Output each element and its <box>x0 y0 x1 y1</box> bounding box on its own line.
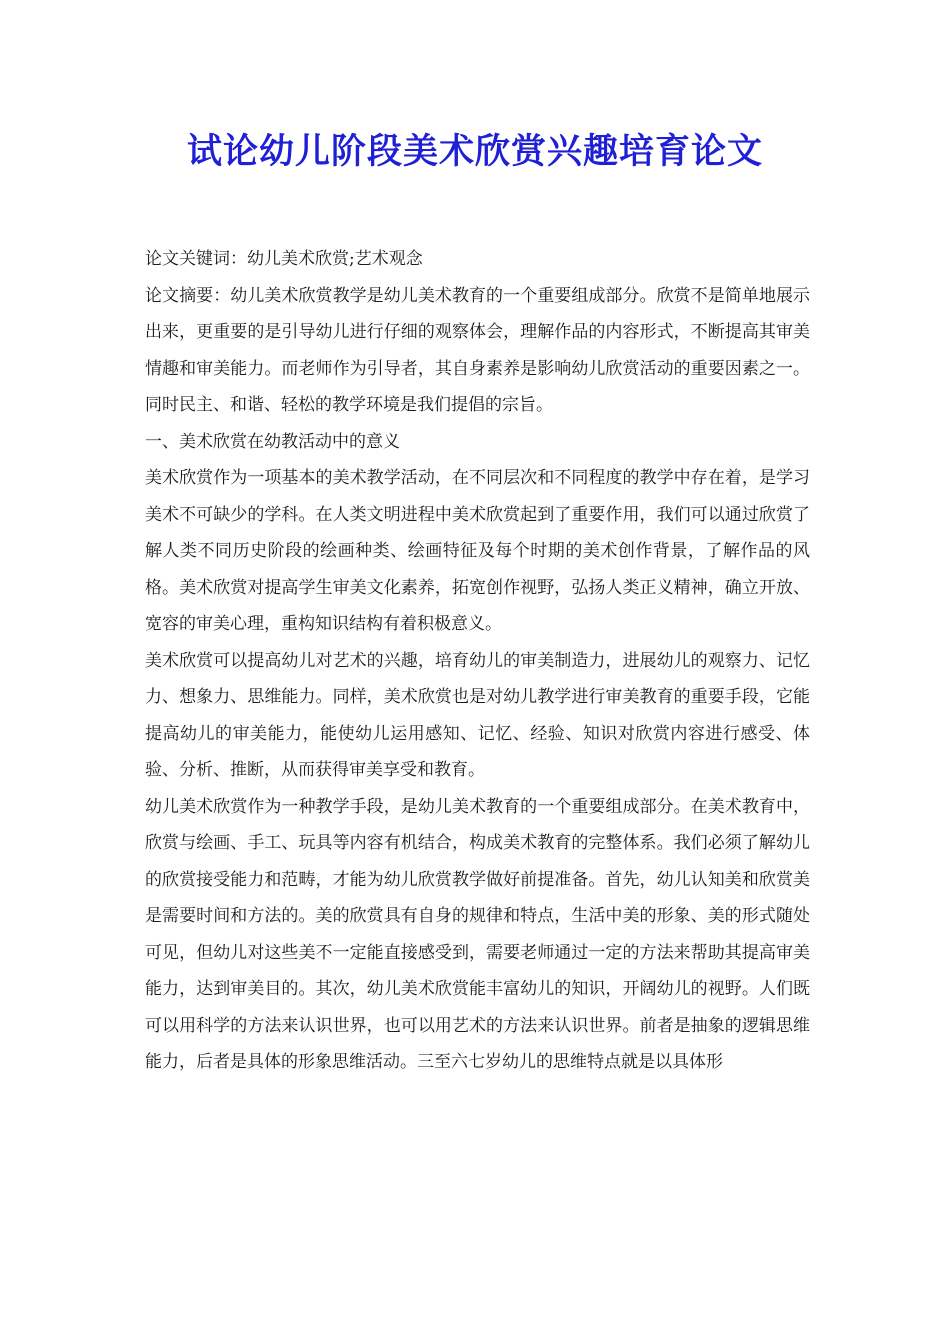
abstract-paragraph: 论文摘要：幼儿美术欣赏教学是幼儿美术教育的一个重要组成部分。欣赏不是简单地展示出来，更重要的是引导幼儿进行仔细的观察体会，理解作品的内容形式，不断提高其审美情趣和审美能力。而老师作为引导者，其自身素养是影响幼儿欣赏活动的重要因素之一。同时民主、和谐、轻松的教学环境是我们提倡的宗旨。 <box>145 285 810 415</box>
body-paragraph: 美术欣赏作为一项基本的美术教学活动，在不同层次和不同程度的教学中存在着，是学习美术不可缺少的学科。在人类文明进程中美术欣赏起到了重要作用，我们可以通过欣赏了解人类不同历史阶段的绘画种类、绘画特征及每个时期的美术创作背景，了解作品的风格。美术欣赏对提高学生审美文化素养，拓宽创作视野，弘扬人类正义精神，确立开放、宽容的审美心理，重构知识结构有着积极意义。 <box>145 468 810 634</box>
document-body <box>145 241 810 1081</box>
body-paragraph: 美术欣赏可以提高幼儿对艺术的兴趣，培育幼儿的审美制造力，进展幼儿的观察力、记忆力、想象力、思维能力。同样，美术欣赏也是对幼儿教学进行审美教育的重要手段，它能提高幼儿的审美能力，能使幼儿运用感知、记忆、经验、知识对欣赏内容进行感受、体验、分析、推断，从而获得审美享受和教育。 <box>145 650 810 780</box>
section-heading: 一、美术欣赏在幼教活动中的意义 <box>145 431 400 452</box>
body-paragraph: 幼儿美术欣赏作为一种教学手段，是幼儿美术教育的一个重要组成部分。在美术教育中，欣赏与绘画、手工、玩具等内容有机结合，构成美术教育的完整体系。我们必须了解幼儿的欣赏接受能力和范畴，才能为幼儿欣赏教学做好前提准备。首先，幼儿认知美和欣赏美是需要时间和方法的。美的欣赏具有自身的规律和特点，生活中美的形象、美的形式随处可见，但幼儿对这些美不一定能直接感受到，需要老师通过一定的方法来帮助其提高审美能力，达到审美目的。其次，幼儿美术欣赏能丰富幼儿的知识，开阔幼儿的视野。人们既可以用科学的方法来认识世界，也可以用艺术的方法来认识世界。前者是抽象的逻辑思维能力，后者是具体的形象思维活动。三至六七岁幼儿的思维特点就是以具体形 <box>145 796 810 1072</box>
keywords-paragraph: 论文关键词：幼儿美术欣赏;艺术观念 <box>145 249 423 269</box>
document-title: 试论幼儿阶段美术欣赏兴趣培育论文 <box>186 132 763 172</box>
